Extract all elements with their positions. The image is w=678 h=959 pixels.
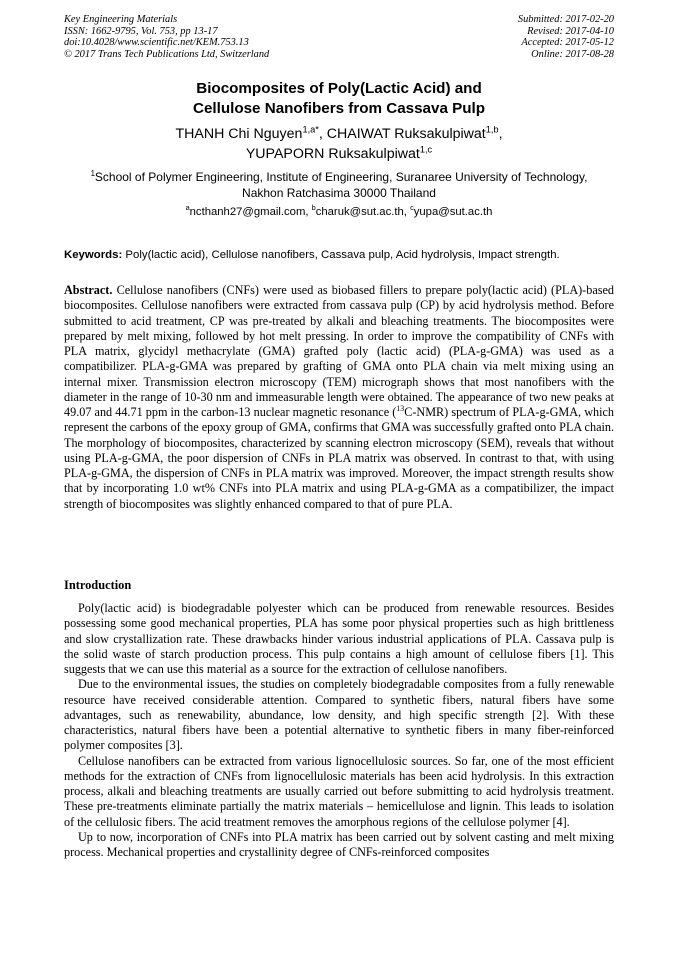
abstract-label: Abstract. bbox=[64, 283, 113, 297]
author-2-affil: 1,b bbox=[485, 124, 499, 135]
author-emails bbox=[0, 205, 678, 219]
journal-name: Key Engineering Materials bbox=[64, 14, 178, 25]
abstract bbox=[64, 283, 614, 512]
keywords-label: Keywords: bbox=[64, 249, 123, 261]
author-2-name: CHAIWAT Ruksakulpiwat bbox=[326, 126, 486, 142]
paragraph: Due to the environmental issues, the studies on completely biodegradable composites from a fully renewable resource have received considerable attention. Compared to synthetic fibers, natural fibers have some advantages, such as renewability, abundance, low density, and high specific strength [2]. With these characteristics, natural fibers have been a potential alternative to synthetic fibers in many fiber-reinforced polymer composites [3]. bbox=[64, 677, 614, 753]
abstract-text-2: C-NMR) spectrum of PLA-g-GMA, which represent the carbons of the epoxy group of GMA, confirms that GMA was successfully grafted onto PLA chain. The morphology of biocomposites, characterized by scanning electron microscopy (SEM), reveals that without using PLA-g-GMA, the poor dispersion of CNFs in PLA matrix was observed. In contrast to that, with using PLA-g-GMA, the dispersion of CNFs in PLA matrix was improved. Moreover, the impact strength results show that by incorporating 1.0 wt% CNFs into PLA matrix and using PLA-g-GMA as a compatibilizer, the impact strength of biocomposites was slightly enhanced compared to that of pure PLA. bbox=[64, 405, 615, 511]
journal-issn: ISSN: 1662-9795, Vol. 753, pp 13-17 bbox=[64, 25, 218, 37]
paper-title bbox=[0, 79, 678, 119]
date-revised: Revised: 2017-04-10 bbox=[527, 25, 614, 37]
keywords-text: Poly(lactic acid), Cellulose nanofibers, Cassava pulp, Acid hydrolysis, Impact strength. bbox=[125, 249, 560, 261]
introduction-heading: Introduction bbox=[64, 578, 132, 592]
affiliation-marker: 1 bbox=[90, 169, 95, 178]
date-online: Online: 2017-08-28 bbox=[531, 48, 614, 60]
date-accepted: Accepted: 2017-05-12 bbox=[521, 37, 614, 49]
author-1-name: THANH Chi Nguyen bbox=[175, 126, 303, 142]
journal-copyright: © 2017 Trans Tech Publications Ltd, Switzerland bbox=[64, 48, 270, 60]
email-a: ncthanh27@gmail.com, bbox=[189, 206, 309, 218]
email-b: charuk@sut.ac.th, bbox=[315, 206, 407, 218]
author-3-affil: 1,c bbox=[419, 144, 433, 155]
authors-line-1: THANH Chi Nguyen$^{1,a*}$, CHAIWAT Ruksakulpiwat$^{1,b}$, bbox=[175, 124, 503, 142]
journal-doi: doi:10.4028/www.scientific.net/KEM.753.13 bbox=[64, 37, 249, 49]
author-3-name: YUPAPORN Ruksakulpiwat bbox=[245, 146, 420, 162]
keywords bbox=[64, 248, 624, 262]
email-a-marker: a bbox=[185, 203, 190, 213]
title-line-1: Biocomposites of Poly(Lactic Acid) and bbox=[196, 80, 482, 97]
abstract-superscript: 13 bbox=[396, 403, 405, 413]
paragraph: Cellulose nanofibers can be extracted from various lignocellulosic sources. So far, one of the most efficient methods for the extraction of CNFs from lignocellulosic materials has been acid hydrolysis. In this extraction process, alkali and bleaching treatments are usually carried out before submitting to acid hydrolysis treatment. These pre-treatments eliminate partially the matrix materials – hemicellulose and lignin. This leads to isolation of the cellulosic fibers. The acid treatment removes the amorphous regions of the cellulose polymer [4]. bbox=[64, 753, 614, 829]
affiliation bbox=[0, 170, 678, 201]
email-c: yupa@sut.ac.th bbox=[413, 206, 493, 218]
paragraph: Up to now, incorporation of CNFs into PLA matrix has been carried out by solvent casting and melt mixing process. Mechanical properties and crystallinity degree of CNFs-reinforced composites bbox=[64, 829, 614, 859]
author-list bbox=[0, 124, 678, 164]
affiliation-line-2: Nakhon Ratchasima 30000 Thailand bbox=[242, 185, 436, 200]
introduction-body bbox=[64, 601, 614, 860]
email-c-marker: c bbox=[410, 203, 414, 213]
authors-line-2 bbox=[0, 144, 678, 164]
title-line-2: Cellulose Nanofibers from Cassava Pulp bbox=[192, 100, 486, 117]
journal-header bbox=[64, 14, 269, 60]
affiliation-text-1: School of Polymer Engineering, Institute of Engineering, Suranaree University of Technology, bbox=[94, 170, 588, 184]
affiliation-line-1 bbox=[0, 170, 678, 186]
email-b-marker: b bbox=[311, 203, 316, 213]
abstract-text-1: Cellulose nanofibers (CNFs) were used as biobased fillers to prepare poly(lactic acid) (PLA)-based biocomposites. Cellulose nanofibers were extracted from cassava pulp (CP) by acid hydrolysis method. Before submitted to acid treatment, CP was pre-treated by alkali and bleaching treatments. The biocomposites were prepared by melt mixing, followed by hot melt pressing. In order to improve the compatibility of CNFs with PLA matrix, glycidyl methacrylate (GMA) grafted poly (lactic acid) (PLA-g-GMA) was used as a compatibilizer. PLA-g-GMA was prepared by grafting of GMA onto PLA chain via melt mixing using an internal mixer. Transmission electron microscopy (TEM) micrograph shows that most nanofibers with the diameter in the range of 10-30 nm and immeasurable length were obtained. The appearance of two new peaks at 49.07 and 44.71 ppm in the carbon-13 nuclear magnetic resonance ( bbox=[64, 283, 614, 419]
author-1-affil: 1,a* bbox=[302, 124, 319, 135]
paragraph: Poly(lactic acid) is biodegradable polyester which can be produced from renewable resources. Besides possessing some good mechanical properties, PLA has some poor physical properties such as high brittleness and slow crystallization rate. These drawbacks hinder various industrial applications of PLA. Cassava pulp is the solid waste of starch production process. This pulp contains a high amount of cellulose fibers [1]. This suggests that we can use this material as a source for the extraction of cellulose nanofibers. bbox=[64, 601, 614, 676]
dates-header bbox=[518, 14, 614, 60]
date-submitted: Submitted: 2017-02-20 bbox=[517, 14, 614, 25]
